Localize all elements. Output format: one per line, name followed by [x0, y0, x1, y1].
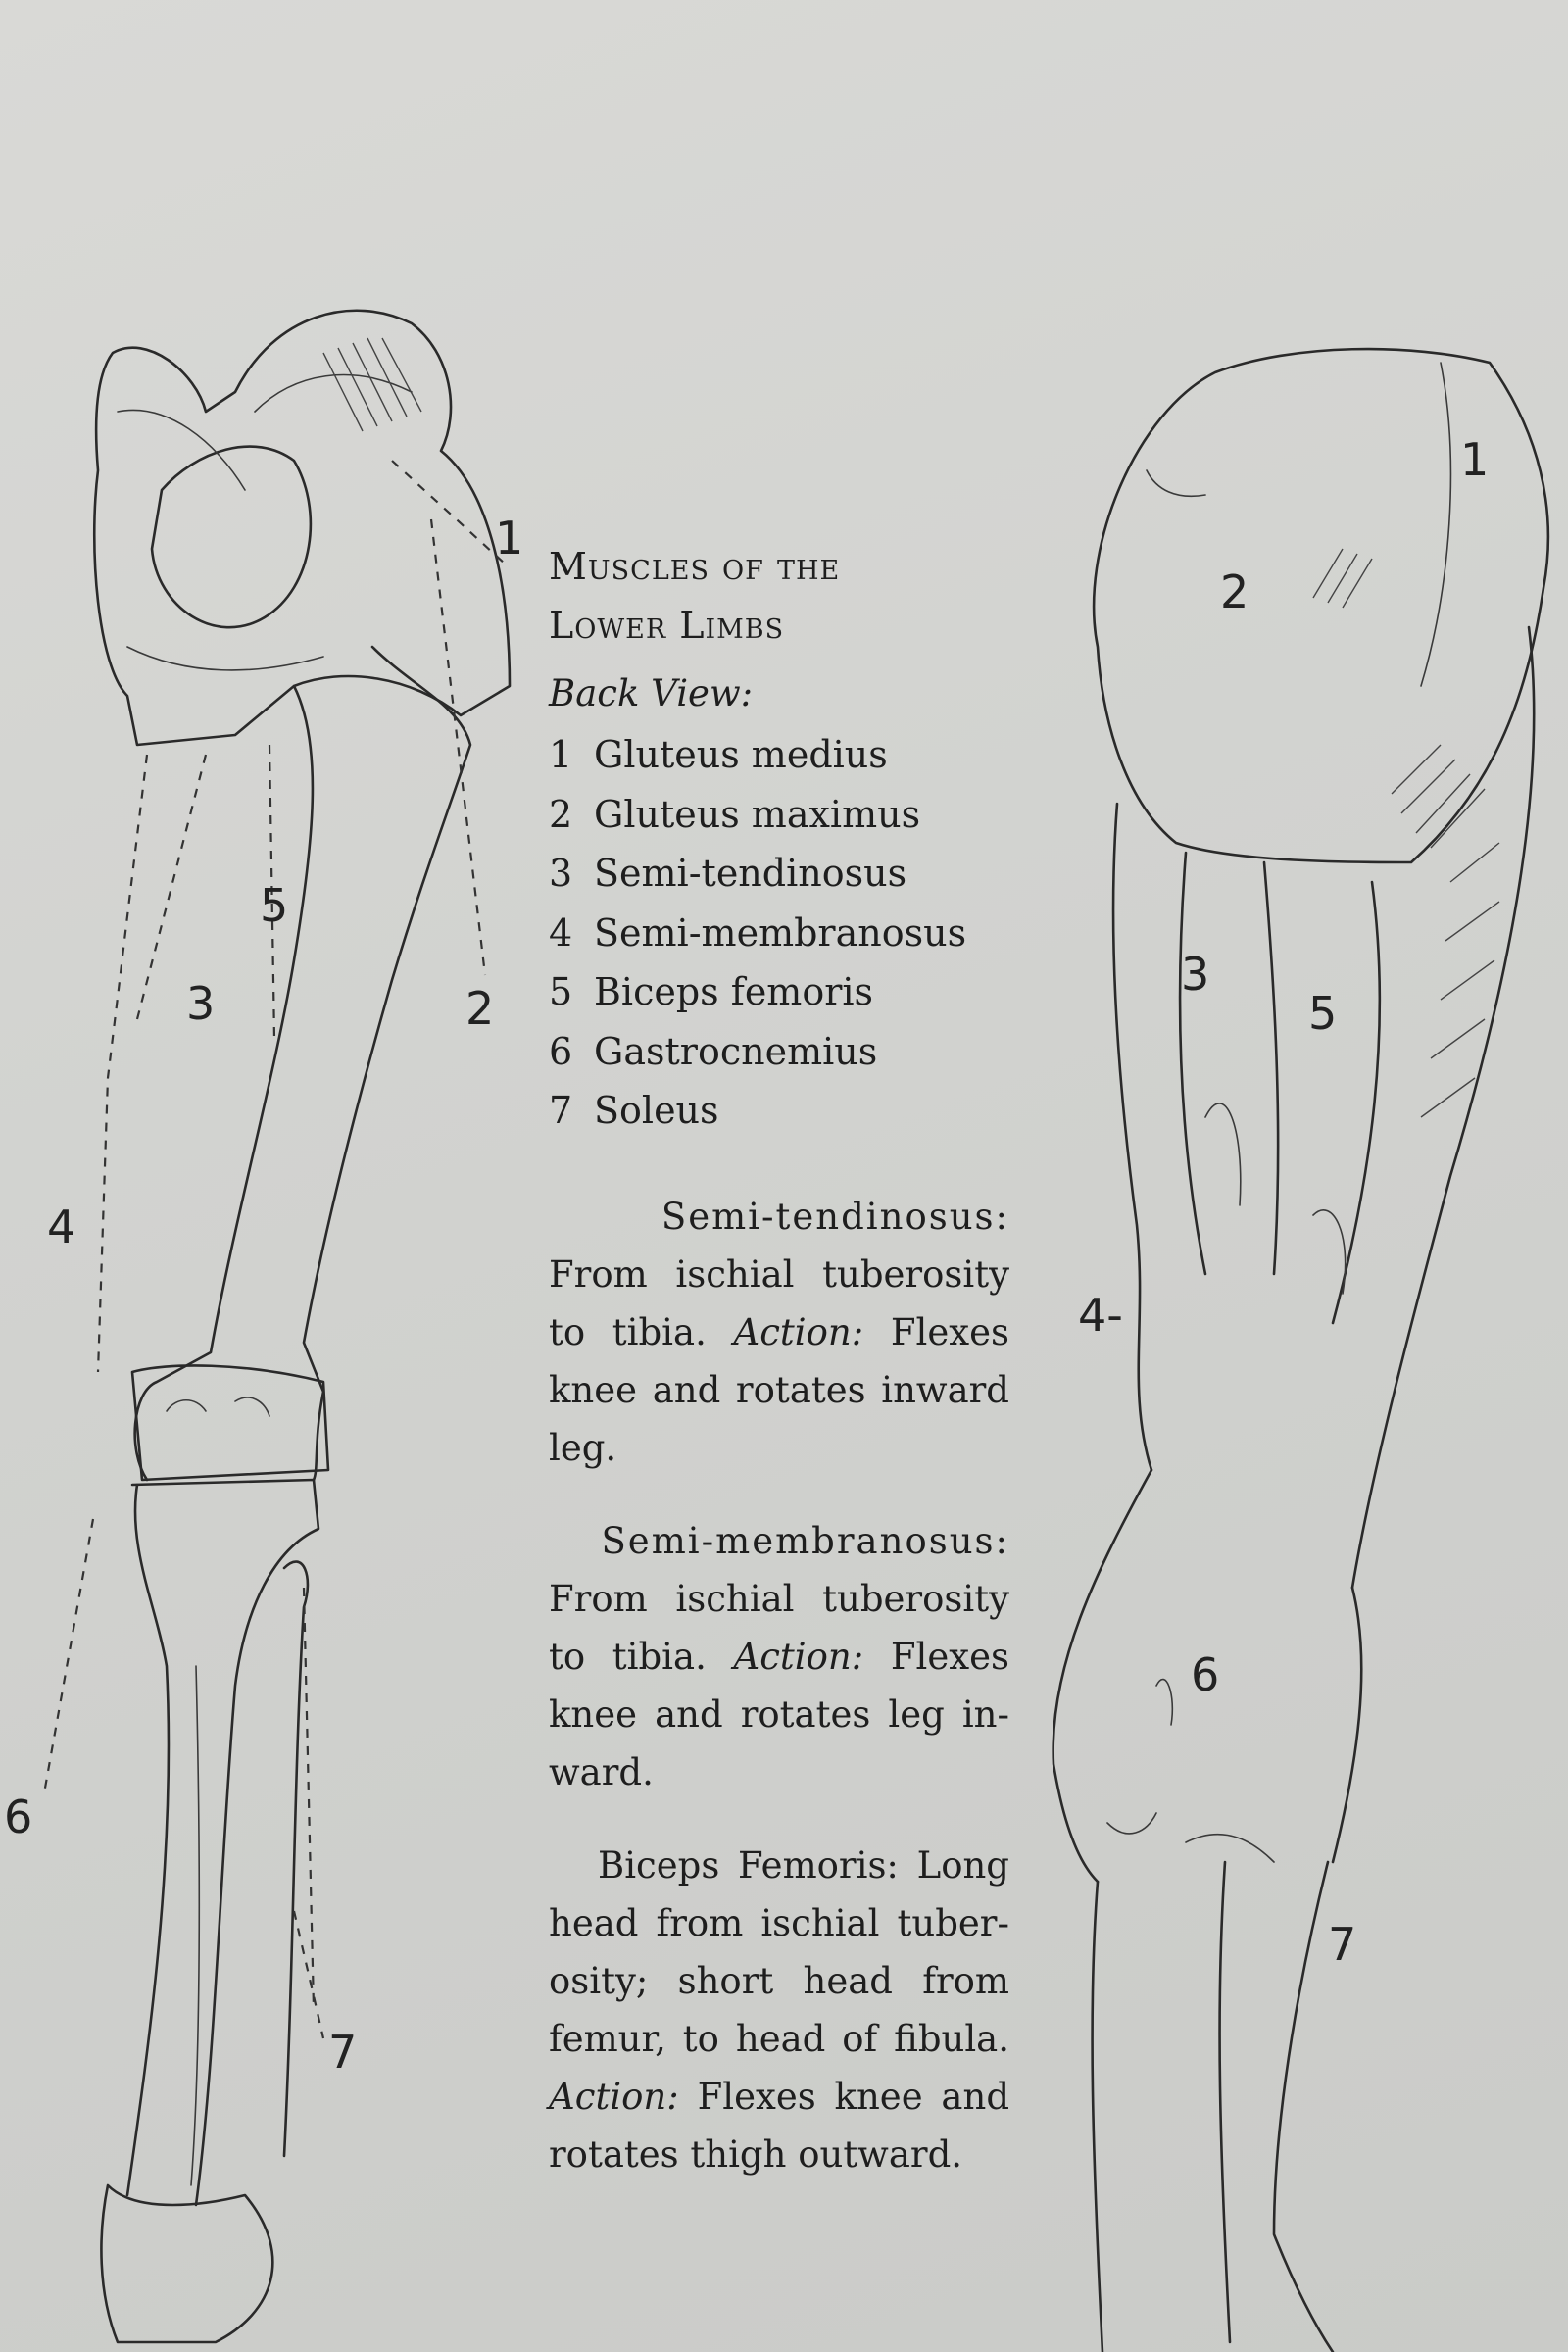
description-semi-tendinosus: [549, 1188, 1009, 1477]
muscle-name: Biceps femoris: [594, 970, 874, 1013]
list-item: [549, 785, 1009, 845]
list-item: [549, 725, 1009, 785]
skeleton-label-2: 2: [466, 982, 495, 1035]
thigh-sketch: [1113, 627, 1534, 1588]
muscle-label-4: 4-: [1078, 1289, 1123, 1342]
pelvis-sketch: [94, 311, 510, 745]
muscle-number: 7: [549, 1089, 573, 1132]
description-title: Biceps Femoris:: [598, 1843, 899, 1886]
list-item: [549, 904, 1009, 963]
muscle-number: 6: [549, 1029, 573, 1073]
muscle-name: Gluteus maximus: [594, 792, 921, 836]
skeleton-label-7: 7: [328, 2026, 358, 2079]
action-text: Flexes knee and rotates thigh outward.: [549, 2075, 1010, 2176]
description-semi-membranosus: [549, 1512, 1009, 1801]
skeleton-label-5: 5: [260, 879, 289, 932]
muscle-label-1: 1: [1460, 433, 1490, 486]
muscle-list: [549, 725, 1009, 1141]
muscle-label-5: 5: [1308, 987, 1338, 1040]
action-text: Flexes knee and rotates inward leg.: [549, 1310, 1010, 1469]
action-label: Action:: [549, 2075, 679, 2118]
skeleton-number-labels: [4, 512, 523, 2079]
description-text: Long head from ischial tuber-osity; short head from femur, to head of fibula.: [549, 1843, 1009, 2060]
femur-sketch: [132, 647, 470, 1480]
muscle-label-2: 2: [1220, 565, 1250, 618]
muscle-number: 1: [549, 733, 573, 776]
skeleton-label-6: 6: [4, 1790, 33, 1843]
list-item: [549, 1022, 1009, 1082]
action-label: Action:: [733, 1635, 864, 1678]
muscle-number: 5: [549, 970, 573, 1013]
action-text: Flexes knee and rotates leg in-ward.: [549, 1635, 1010, 1793]
muscle-label-7: 7: [1328, 1918, 1357, 1971]
muscle-name: Semi-tendinosus: [594, 852, 907, 895]
muscle-number-labels: [1078, 433, 1489, 1971]
calf-sketch: [1054, 1470, 1362, 2352]
action-label: Action:: [733, 1310, 864, 1353]
description-title: Semi-tendinosus:: [661, 1195, 1009, 1238]
buttock-sketch: [1094, 349, 1548, 862]
muscle-number: 2: [549, 792, 573, 836]
list-item: [549, 844, 1009, 904]
muscle-label-3: 3: [1181, 948, 1210, 1001]
muscle-number: 3: [549, 852, 573, 895]
skeleton-drawing: [0, 0, 549, 2352]
muscle-name: Gluteus medius: [594, 733, 888, 776]
view-subheading: Back View:: [549, 672, 754, 714]
legend-text-column: [549, 537, 1009, 2183]
muscle-name: Gastrocnemius: [594, 1029, 878, 1073]
list-item: [549, 1081, 1009, 1141]
muscle-number: 4: [549, 910, 573, 955]
page-heading: [549, 537, 1009, 655]
description-text: From ischial tuberosity to tibia.: [549, 1252, 1009, 1353]
heading-line-2: Lower Limbs: [549, 604, 785, 647]
description-text: From ischial tuberosity to tibia.: [549, 1577, 1009, 1678]
skeleton-label-3: 3: [186, 977, 216, 1030]
list-item: [549, 962, 1009, 1022]
skeleton-label-1: 1: [495, 512, 524, 564]
description-biceps-femoris: [549, 1837, 1009, 2183]
lower-leg-bones-sketch: [101, 1480, 318, 2342]
muscle-name: Soleus: [594, 1089, 719, 1132]
skeleton-label-4: 4: [47, 1200, 76, 1253]
description-title: Semi-membranosus:: [601, 1519, 1009, 1562]
heading-line-1: Muscles of the: [549, 545, 841, 588]
muscle-name: Semi-membranosus: [594, 910, 967, 955]
muscle-label-6: 6: [1191, 1648, 1220, 1701]
